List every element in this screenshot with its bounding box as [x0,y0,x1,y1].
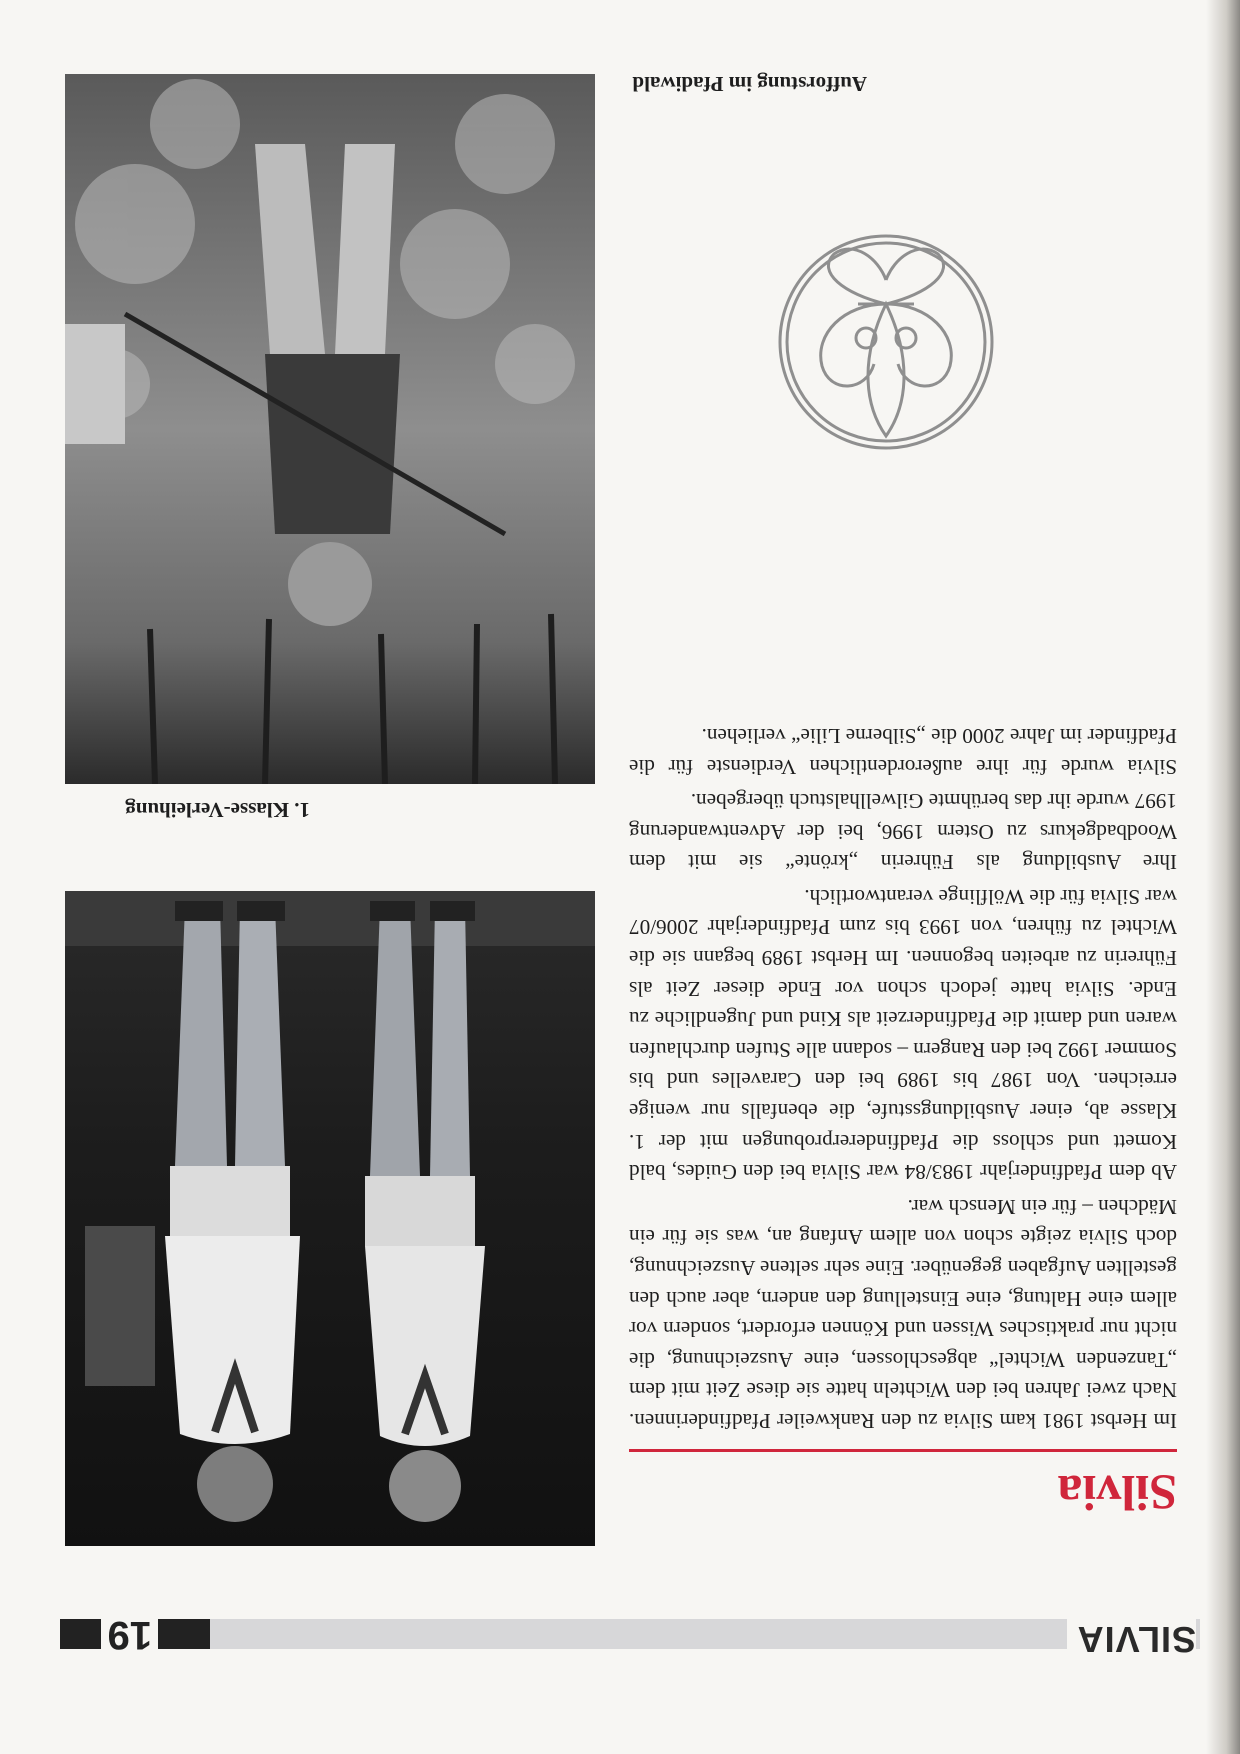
article-paragraph: Silvia wurde für ihre außerordentlichen Verdienste für die Pfadfinder im Jahre 2000 die „Silberne Lilie“ verliehen. [629,723,1177,779]
book-spine-shadow [1206,0,1240,1754]
article-body [629,716,1177,1436]
page-number: 19 [102,1613,159,1657]
article-paragraph: Ab dem Pfadfinderjahr 1983/84 war Silvia bei den Guides, bald Komett und schloss die Pfadfindererprobungen mit der 1. Klasse ab, einer Ausbildungsstufe, die ebenfalls nur wenige erreichen. Von 1987 bis 1989 bei den Caravelles und bis Sommer 1992 bei den Rangern – sodann alle Stufen durchlaufen waren und damit die Pfadfinderzeit als Kind und Jugendliche zu Ende. Silvia hatte jedoch schon vor Ende dieser Zeit als Führerin zu arbeiten begonnen. Im Herbst 1989 begann sie die Wichtel zu führen, von 1993 bis zum Pfadfinderjahr 2006/07 war Silvia für die Wölflinge verantwortlich. [629,884,1177,1185]
header-bar [140,1619,1200,1649]
heading-rule [629,1449,1177,1452]
photo-award-ceremony [65,891,595,1546]
photo-caption: Aufforstung im Pfadiwald [632,72,867,96]
trefoil-lily-emblem-icon [774,230,998,454]
article-heading: Silvia [1057,1465,1177,1521]
photo-caption: 1. Klasse-Verleihung [125,798,310,822]
photo-reforestation [65,74,595,784]
article-paragraph: Ihre Ausbildung als Führerin „krönte“ sie mit dem Woodbadgekurs zu Ostern 1996, bei der Adventwanderung 1997 wurde ihr das berühmte Gilwellhalstuch übergeben. [629,789,1177,875]
running-header-title: SILVIA [1067,1619,1196,1659]
article-paragraph: Im Herbst 1981 kam Silvia zu den Rankweiler Pfadfinderinnen. Nach zwei Jahren bei den Wichteln hatte sie diese Zeit mit dem „Tanzenden Wichtel“ abgeschlossen, eine Auszeichnung, die nicht nur praktisches Wissen und Können erfordert, sondern vor allem eine Haltung, eine Einstellung den andern, aber auch den gestellten Aufgaben gegenüber. Eine sehr seltene Auszeichnung, doch Silvia zeigte schon von allem Anfang an, was sie für ein Mädchen – für ein Mensch war. [629,1194,1177,1433]
